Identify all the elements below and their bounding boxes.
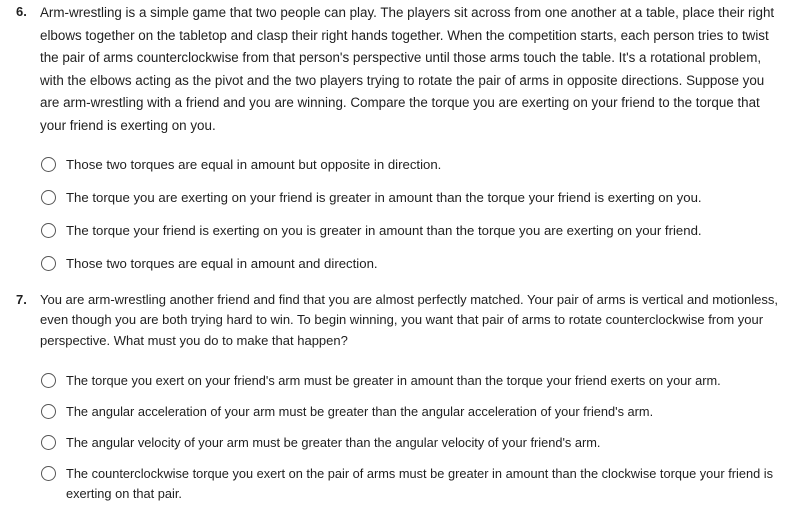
option-label: The counterclockwise torque you exert on the pair of arms must be greater in amount than the clockwise torque your friend is exerting on that pair.	[66, 466, 774, 502]
radio-button[interactable]	[41, 256, 56, 271]
question-7-stem	[16, 290, 786, 351]
option-label: The torque you are exerting on your friend is greater in amount than the torque your friend is exerting on you.	[66, 189, 702, 205]
question-6-text: Arm-wrestling is a simple game that two people can play. The players sit across from one another at a table, place their right elbows together on the tabletop and clasp their right hands together. When the competition starts, each person tries to twist the pair of arms counterclockwise from that person's perspective until those arms touch the table. It's a rotational problem, with the elbows acting as the pivot and the two players trying to rotate the pair of arms in opposite directions. Suppose you are arm-wrestling with a friend and you are winning. Compare the torque you are exerting on your friend to the torque that your friend is exerting on you.	[40, 5, 775, 133]
question-6-stem	[16, 2, 786, 138]
option-label: The torque your friend is exerting on you is greater in amount than the torque you are exerting on your friend.	[66, 222, 702, 238]
radio-button[interactable]	[41, 404, 56, 419]
radio-button[interactable]	[41, 223, 56, 238]
question-7-text: You are arm-wrestling another friend and find that you are almost perfectly matched. Your pair of arms is vertical and motionless, even though you are both trying hard to win. To begin winning, you want that pair of arms to rotate counterclockwise from your perspective. What must you do to make that happen?	[40, 292, 779, 348]
radio-button[interactable]	[41, 157, 56, 172]
radio-button[interactable]	[41, 190, 56, 205]
option-label: The angular velocity of your arm must be greater than the angular velocity of your friend's arm.	[66, 435, 601, 451]
question-6-option-1[interactable]	[16, 155, 786, 175]
question-7-number: 7.	[16, 292, 27, 307]
question-6-option-2[interactable]	[16, 188, 786, 208]
option-label: The angular acceleration of your arm must be greater than the angular acceleration of your friend's arm.	[66, 404, 654, 420]
option-label: Those two torques are equal in amount but opposite in direction.	[66, 156, 442, 172]
radio-button[interactable]	[41, 435, 56, 450]
question-7-option-2[interactable]	[16, 402, 786, 422]
question-7-option-3[interactable]	[16, 433, 786, 453]
question-6-number: 6.	[16, 4, 27, 19]
question-6	[16, 2, 786, 287]
question-6-option-3[interactable]	[16, 221, 786, 241]
question-6-option-4[interactable]	[16, 254, 786, 274]
option-label: Those two torques are equal in amount and direction.	[66, 255, 378, 271]
question-6-options	[16, 155, 786, 274]
question-7-options	[16, 371, 786, 504]
question-7-option-4[interactable]	[16, 464, 786, 504]
question-7	[16, 290, 786, 515]
option-label: The torque you exert on your friend's arm must be greater in amount than the torque your friend exerts on your arm.	[66, 373, 721, 389]
radio-button[interactable]	[41, 373, 56, 388]
radio-button[interactable]	[41, 466, 56, 481]
question-7-option-1[interactable]	[16, 371, 786, 391]
